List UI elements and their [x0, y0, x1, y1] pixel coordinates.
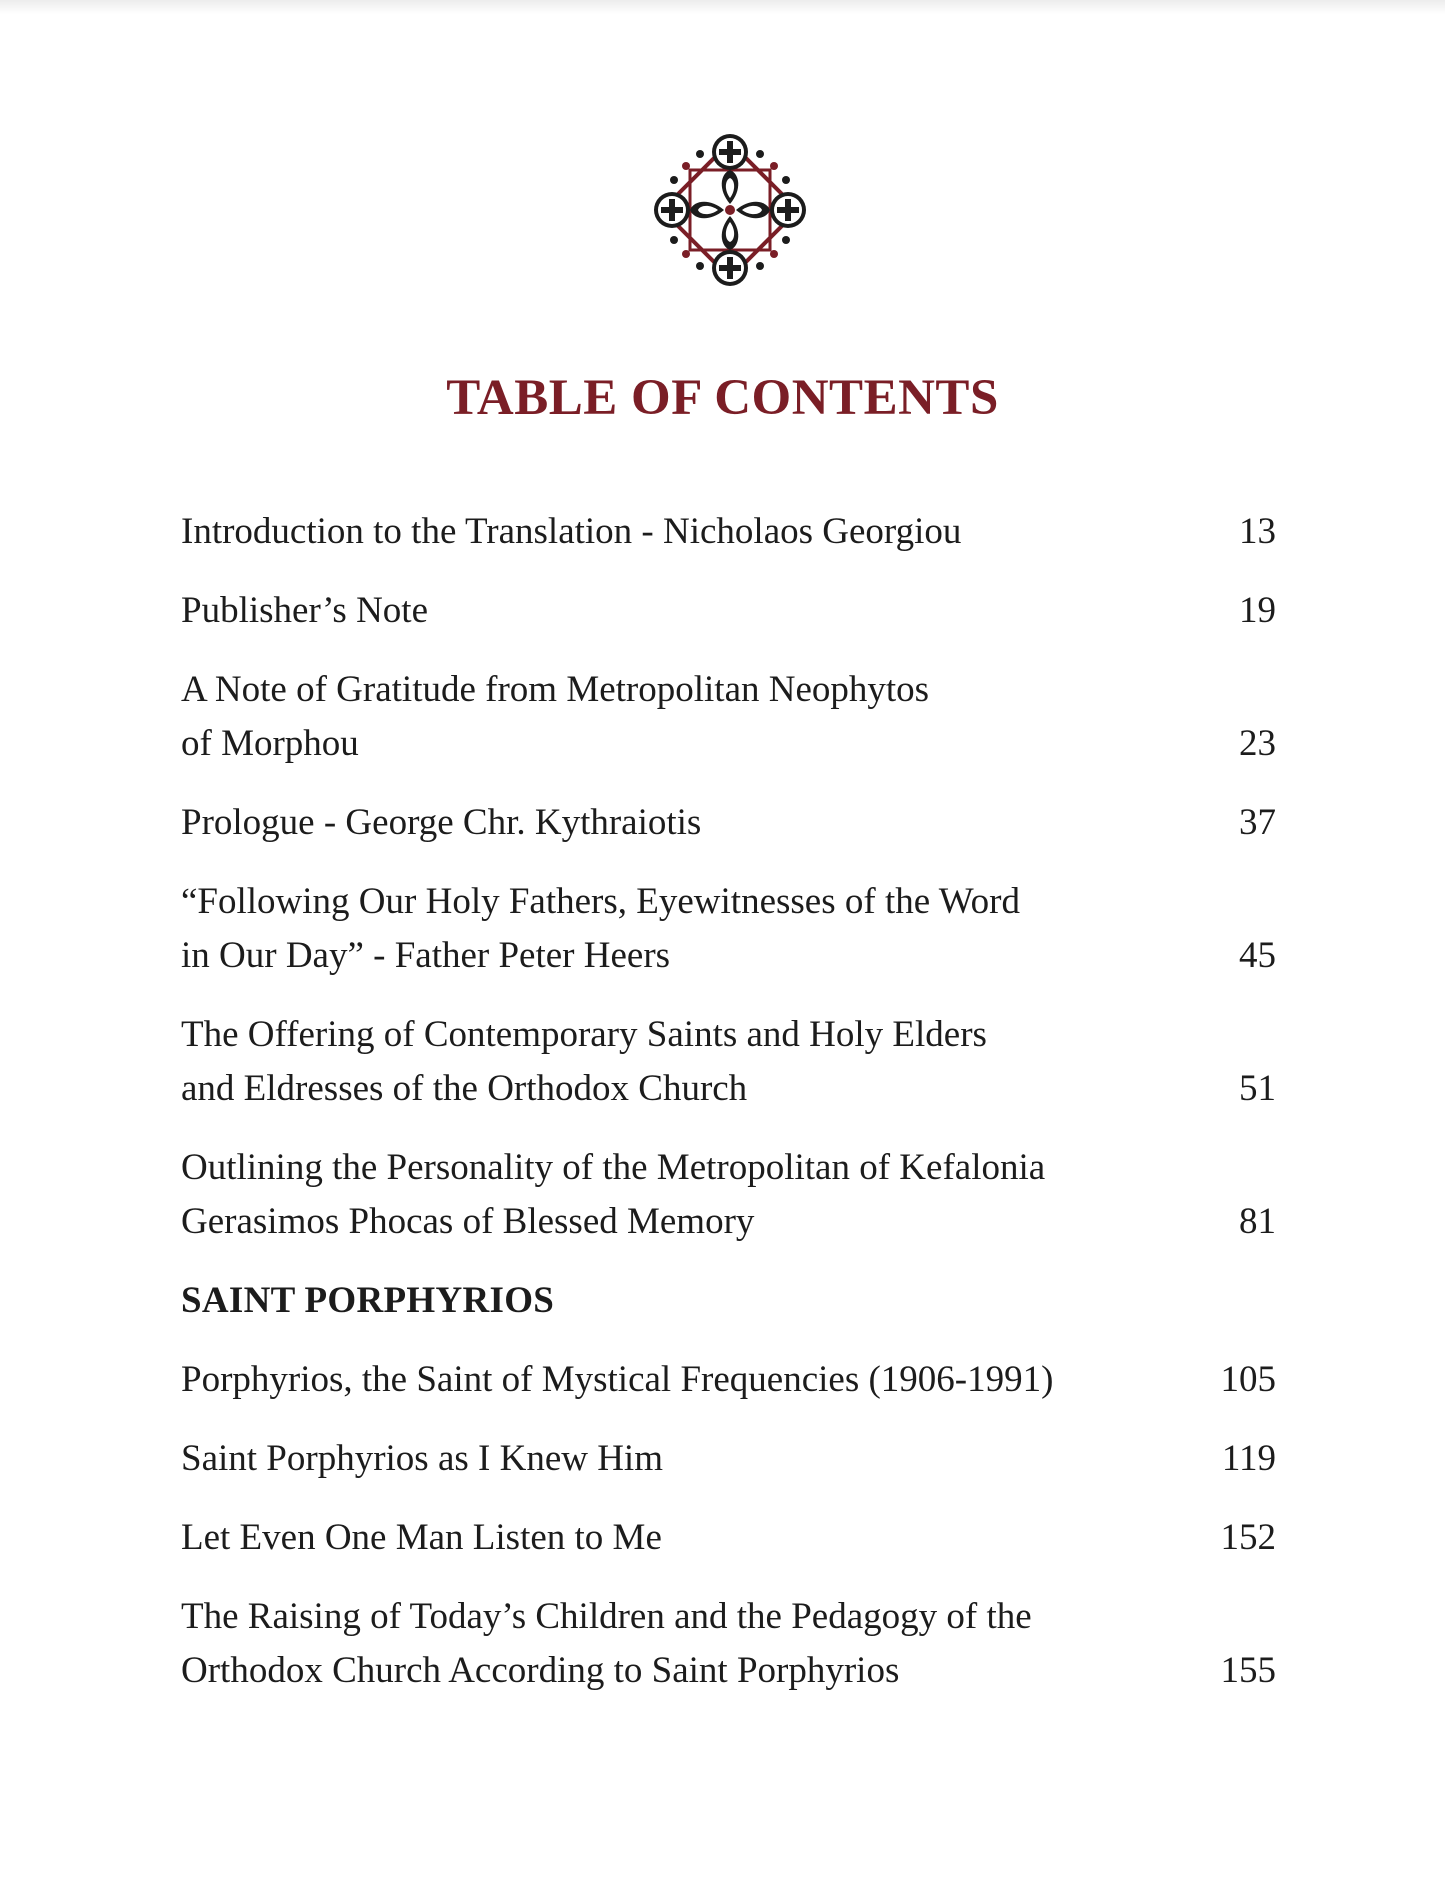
toc-entry-title-line: of Morphou [181, 723, 359, 764]
toc-entry-page-number: 152 [1220, 1517, 1276, 1558]
toc-entry-page-number: 119 [1221, 1438, 1276, 1479]
toc-entry [181, 663, 1276, 771]
toc-entry-title [181, 796, 1141, 850]
toc-entry [181, 1008, 1276, 1116]
toc-entry-title [181, 584, 1141, 638]
toc-entry-title-line: Porphyrios, the Saint of Mystical Frequencies (1906-1991) [181, 1359, 1054, 1400]
toc-entry-title [181, 1008, 1141, 1116]
toc-entry [181, 1141, 1276, 1249]
toc-entry-page-number: 23 [1239, 723, 1276, 764]
toc-entry-title-line: and Eldresses of the Orthodox Church [181, 1068, 748, 1109]
toc-entry-title [181, 1353, 1141, 1407]
toc-entry [181, 1353, 1276, 1407]
toc-entry [181, 796, 1276, 850]
page-title: TABLE OF CONTENTS [446, 370, 999, 426]
toc-entry-title [181, 1141, 1141, 1249]
toc-entry-title-line: The Offering of Contemporary Saints and Holy Elders [181, 1014, 987, 1055]
table-of-contents [181, 505, 1276, 1723]
toc-entry-title [181, 1432, 1141, 1486]
toc-entry-title-line: Gerasimos Phocas of Blessed Memory [181, 1201, 755, 1242]
toc-entry [181, 1511, 1276, 1565]
toc-entry-page-number: 19 [1239, 590, 1276, 631]
toc-entry-title-line: A Note of Gratitude from Metropolitan Neophytos [181, 669, 930, 710]
toc-entry [181, 1590, 1276, 1698]
toc-entry-page-number: 81 [1239, 1201, 1276, 1242]
toc-entry-page-number: 105 [1220, 1359, 1276, 1400]
toc-entry-page-number: 45 [1239, 935, 1276, 976]
toc-entry-title-line: Publisher’s Note [181, 590, 429, 631]
toc-entry [181, 584, 1276, 638]
toc-entry [181, 505, 1276, 559]
toc-entry-title [181, 875, 1141, 983]
toc-entry-title-line: Saint Porphyrios as I Knew Him [181, 1438, 663, 1479]
toc-entry [181, 875, 1276, 983]
toc-entry-title-line: Outlining the Personality of the Metropolitan of Kefalonia [181, 1147, 1046, 1188]
toc-entry-page-number: 51 [1239, 1068, 1276, 1109]
toc-entry-title [181, 663, 1141, 771]
toc-entry-title-line: Let Even One Man Listen to Me [181, 1517, 662, 1558]
toc-entry-title [181, 505, 1141, 559]
toc-entry-page-number: 13 [1239, 511, 1276, 552]
section-heading: SAINT PORPHYRIOS [181, 1280, 555, 1321]
toc-entry [181, 1432, 1276, 1486]
toc-entry-page-number: 155 [1220, 1650, 1276, 1691]
toc-entry-title-line: Prologue - George Chr. Kythraiotis [181, 802, 702, 843]
toc-entry-title-line: in Our Day” - Father Peter Heers [181, 935, 671, 976]
toc-entry-title-line: The Raising of Today’s Children and the Pedagogy of the [181, 1596, 1032, 1637]
cross-rosette-ornament-icon [650, 130, 810, 290]
toc-entry-title-line: Introduction to the Translation - Nicholaos Georgiou [181, 511, 962, 552]
toc-entry-title-line: “Following Our Holy Fathers, Eyewitnesses of the Word [181, 881, 1021, 922]
toc-entry-title [181, 1511, 1141, 1565]
toc-entry-title [181, 1590, 1141, 1698]
toc-entry-title-line: Orthodox Church According to Saint Porphyrios [181, 1650, 900, 1691]
page-top-shadow [0, 0, 1445, 14]
toc-entry-page-number: 37 [1239, 802, 1276, 843]
